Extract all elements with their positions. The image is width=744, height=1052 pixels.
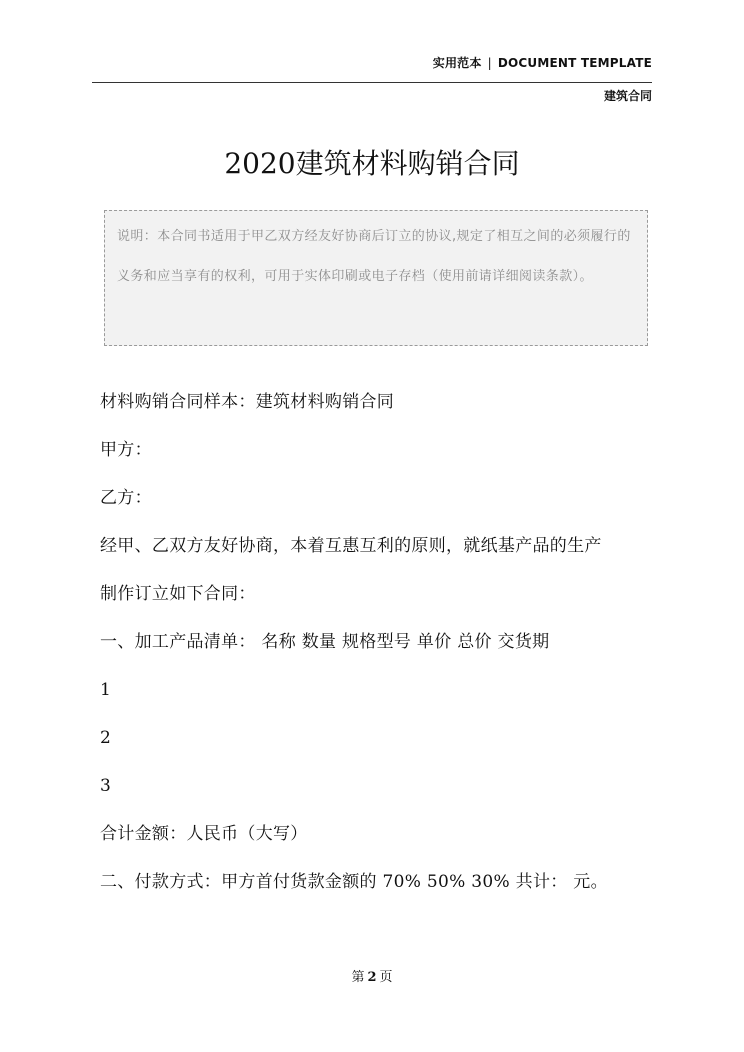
usage-note-text: 说明：本合同书适用于甲乙双方经友好协商后订立的协议,规定了相互之间的必须履行的义务和应当享有的权利，可用于实体印刷或电子存档（使用前请详细阅读条款）。	[117, 229, 631, 284]
usage-note-box	[104, 210, 648, 346]
contract-body	[100, 378, 660, 906]
body-line-sample-heading: 材料购销合同样本：建筑材料购销合同	[100, 392, 395, 412]
document-title: 2020建筑材料购销合同	[224, 147, 520, 180]
body-line-item-1: 1	[100, 680, 112, 700]
body-line-party-b: 乙方：	[100, 488, 152, 508]
page-footer	[0, 966, 744, 985]
body-line-preamble-1: 经甲、乙双方友好协商，本着互惠互利的原则，就纸基产品的生产	[100, 536, 602, 556]
body-line-total-amount: 合计金额：人民币（大写）	[100, 824, 308, 844]
body-line-product-list-heading: 一、加工产品清单： 名称 数量 规格型号 单价 总价 交货期	[100, 632, 550, 652]
body-line-party-a: 甲方：	[100, 440, 152, 460]
header-label-practical-template: 实用范本	[432, 56, 482, 70]
body-line-preamble-2: 制作订立如下合同：	[100, 584, 256, 604]
header-label-document-template: DOCUMENT TEMPLATE	[497, 56, 652, 70]
header-divider	[92, 82, 652, 83]
document-header	[433, 54, 652, 71]
footer-prefix: 第	[351, 970, 365, 985]
footer-suffix: 页	[379, 970, 393, 985]
body-line-item-3: 3	[100, 776, 112, 796]
header-separator: |	[487, 56, 492, 70]
header-category: 建筑合同	[603, 89, 652, 103]
body-line-item-2: 2	[100, 728, 112, 748]
page-number: 2	[367, 970, 377, 985]
body-line-payment-method: 二、付款方式：甲方首付货款金额的 70% 50% 30% 共计： 元。	[100, 872, 608, 892]
